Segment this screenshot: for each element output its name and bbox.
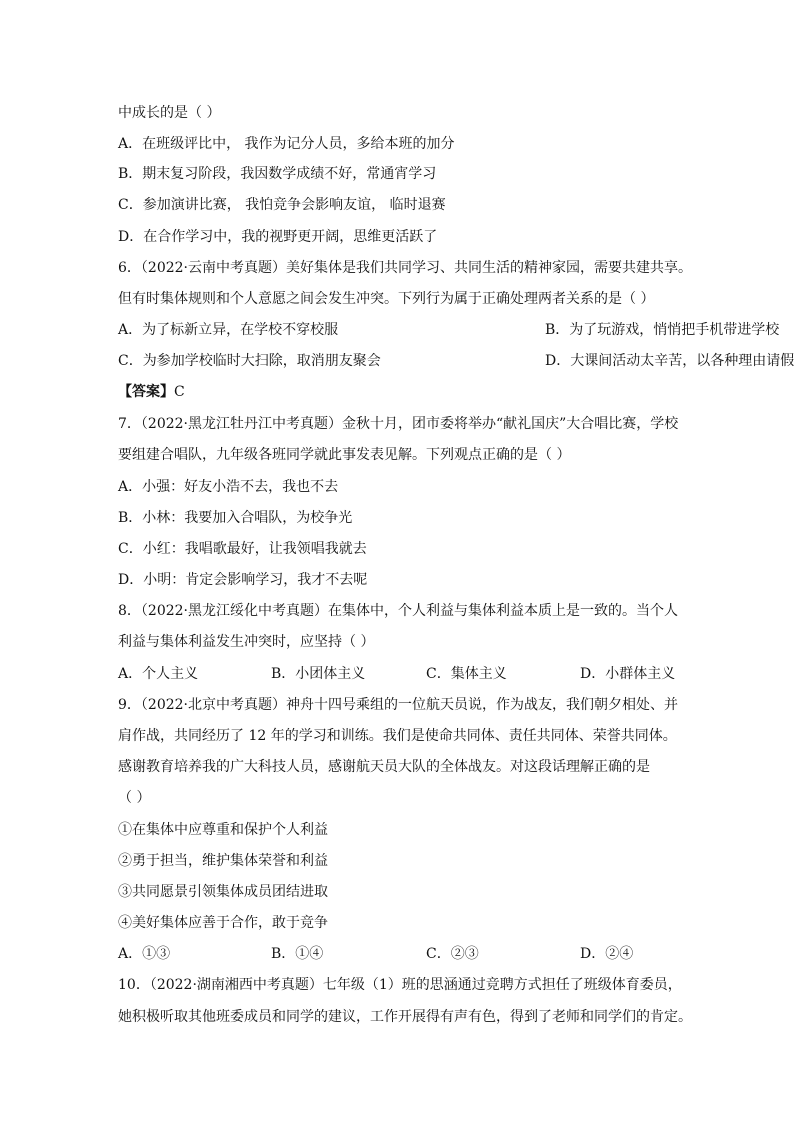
q9-stem-line-2: 肩作战，共同经历了 12 年的学习和训练。我们是使命共同体、责任共同体、荣誉共同体。 <box>118 728 677 744</box>
q9-option-a: A．①③ <box>118 946 171 962</box>
q10-stem-line-2: 她积极听取其他班委成员和同学的建议，工作开展得有声有色，得到了老师和同学们的肯定。 <box>118 1009 692 1025</box>
q9-options-row <box>118 944 678 964</box>
q7-option-c: C．小红：我唱歌最好，让我领唱我就去 <box>118 541 367 557</box>
q6-option-d: D．大课间活动太辛苦，以各种理由请假 <box>545 353 794 369</box>
q9-statement-2: ②勇于担当，维护集体荣誉和利益 <box>118 853 328 869</box>
q9-statement-3: ③共同愿景引领集体成员团结进取 <box>118 884 328 900</box>
q9-statement-1: ①在集体中应尊重和保护个人利益 <box>118 822 328 838</box>
q9-stem-line-3: 感谢教育培养我的广大科技人员，感谢航天员大队的全体战友。对这段话理解正确的是 <box>118 759 650 775</box>
q6-option-a: A．为了标新立异，在学校不穿校服 <box>118 322 339 338</box>
q10-stem-line-1: 10．（2022·湖南湘西中考真题）七年级（1）班的思涵通过竞聘方式担任了班级体育委员， <box>118 977 682 993</box>
answer-value: C <box>174 384 185 400</box>
q6-option-c: C．为参加学校临时大扫除，取消朋友聚会 <box>118 353 381 369</box>
q7-option-a: A．小强：好友小浩不去，我也不去 <box>118 479 339 495</box>
q7-option-b: B．小林：我要加入合唱队，为校争光 <box>118 510 353 526</box>
q5-option-c: C．参加演讲比赛， 我怕竞争会影响友谊， 临时退赛 <box>118 197 446 213</box>
q9-stem-line-4: （ ） <box>118 790 151 806</box>
q6-stem-line-1: 6．（2022·云南中考真题）美好集体是我们共同学习、共同生活的精神家园，需要共建共享。 <box>118 260 692 276</box>
q9-option-b: B．①④ <box>271 946 324 962</box>
q8-option-d: D．小群体主义 <box>580 666 676 682</box>
q8-options-row <box>118 664 678 684</box>
q5-option-a: A．在班级评比中， 我作为记分人员，多给本班的加分 <box>118 136 455 152</box>
q9-option-d: D．②④ <box>580 946 634 962</box>
q6-options-row-1 <box>118 320 780 340</box>
q8-option-a: A．个人主义 <box>118 666 199 682</box>
q5-stem-end: 中成长的是（ ） <box>118 105 221 121</box>
q7-stem-line-2: 要组建合唱队，九年级各班同学就此事发表见解。下列观点正确的是（ ） <box>118 447 571 463</box>
answer-label: 【答案】 <box>118 384 174 400</box>
q6-options-row-2 <box>118 351 794 371</box>
q9-stem-line-1: 9．（2022·北京中考真题）神舟十四号乘组的一位航天员说，作为战友，我们朝夕相处、并 <box>118 697 678 713</box>
q6-option-b: B．为了玩游戏，悄悄把手机带进学校 <box>545 322 780 338</box>
q8-stem-line-1: 8．（2022·黑龙江绥化中考真题）在集体中，个人利益与集体利益本质上是一致的。当个人 <box>118 603 678 619</box>
q8-stem-line-2: 利益与集体利益发生冲突时，应坚持（ ） <box>118 634 375 650</box>
q7-stem-line-1: 7．（2022·黑龙江牡丹江中考真题）金秋十月，团市委将举办“献礼国庆”大合唱比赛，学校 <box>118 416 679 432</box>
q8-option-b: B．小团体主义 <box>271 666 366 682</box>
q6-answer <box>118 382 185 402</box>
q9-option-c: C．②③ <box>426 946 479 962</box>
q6-stem-line-2: 但有时集体规则和个人意愿之间会发生冲突。下列行为属于正确处理两者关系的是（ ） <box>118 291 655 307</box>
q5-option-d: D．在合作学习中，我的视野更开阔，思维更活跃了 <box>118 229 438 245</box>
q9-statement-4: ④美好集体应善于合作，敢于竞争 <box>118 915 328 931</box>
q8-option-c: C．集体主义 <box>426 666 507 682</box>
q7-option-d: D．小明：肯定会影响学习，我才不去呢 <box>118 572 368 588</box>
q5-option-b: B．期末复习阶段，我因数学成绩不好，常通宵学习 <box>118 166 437 182</box>
